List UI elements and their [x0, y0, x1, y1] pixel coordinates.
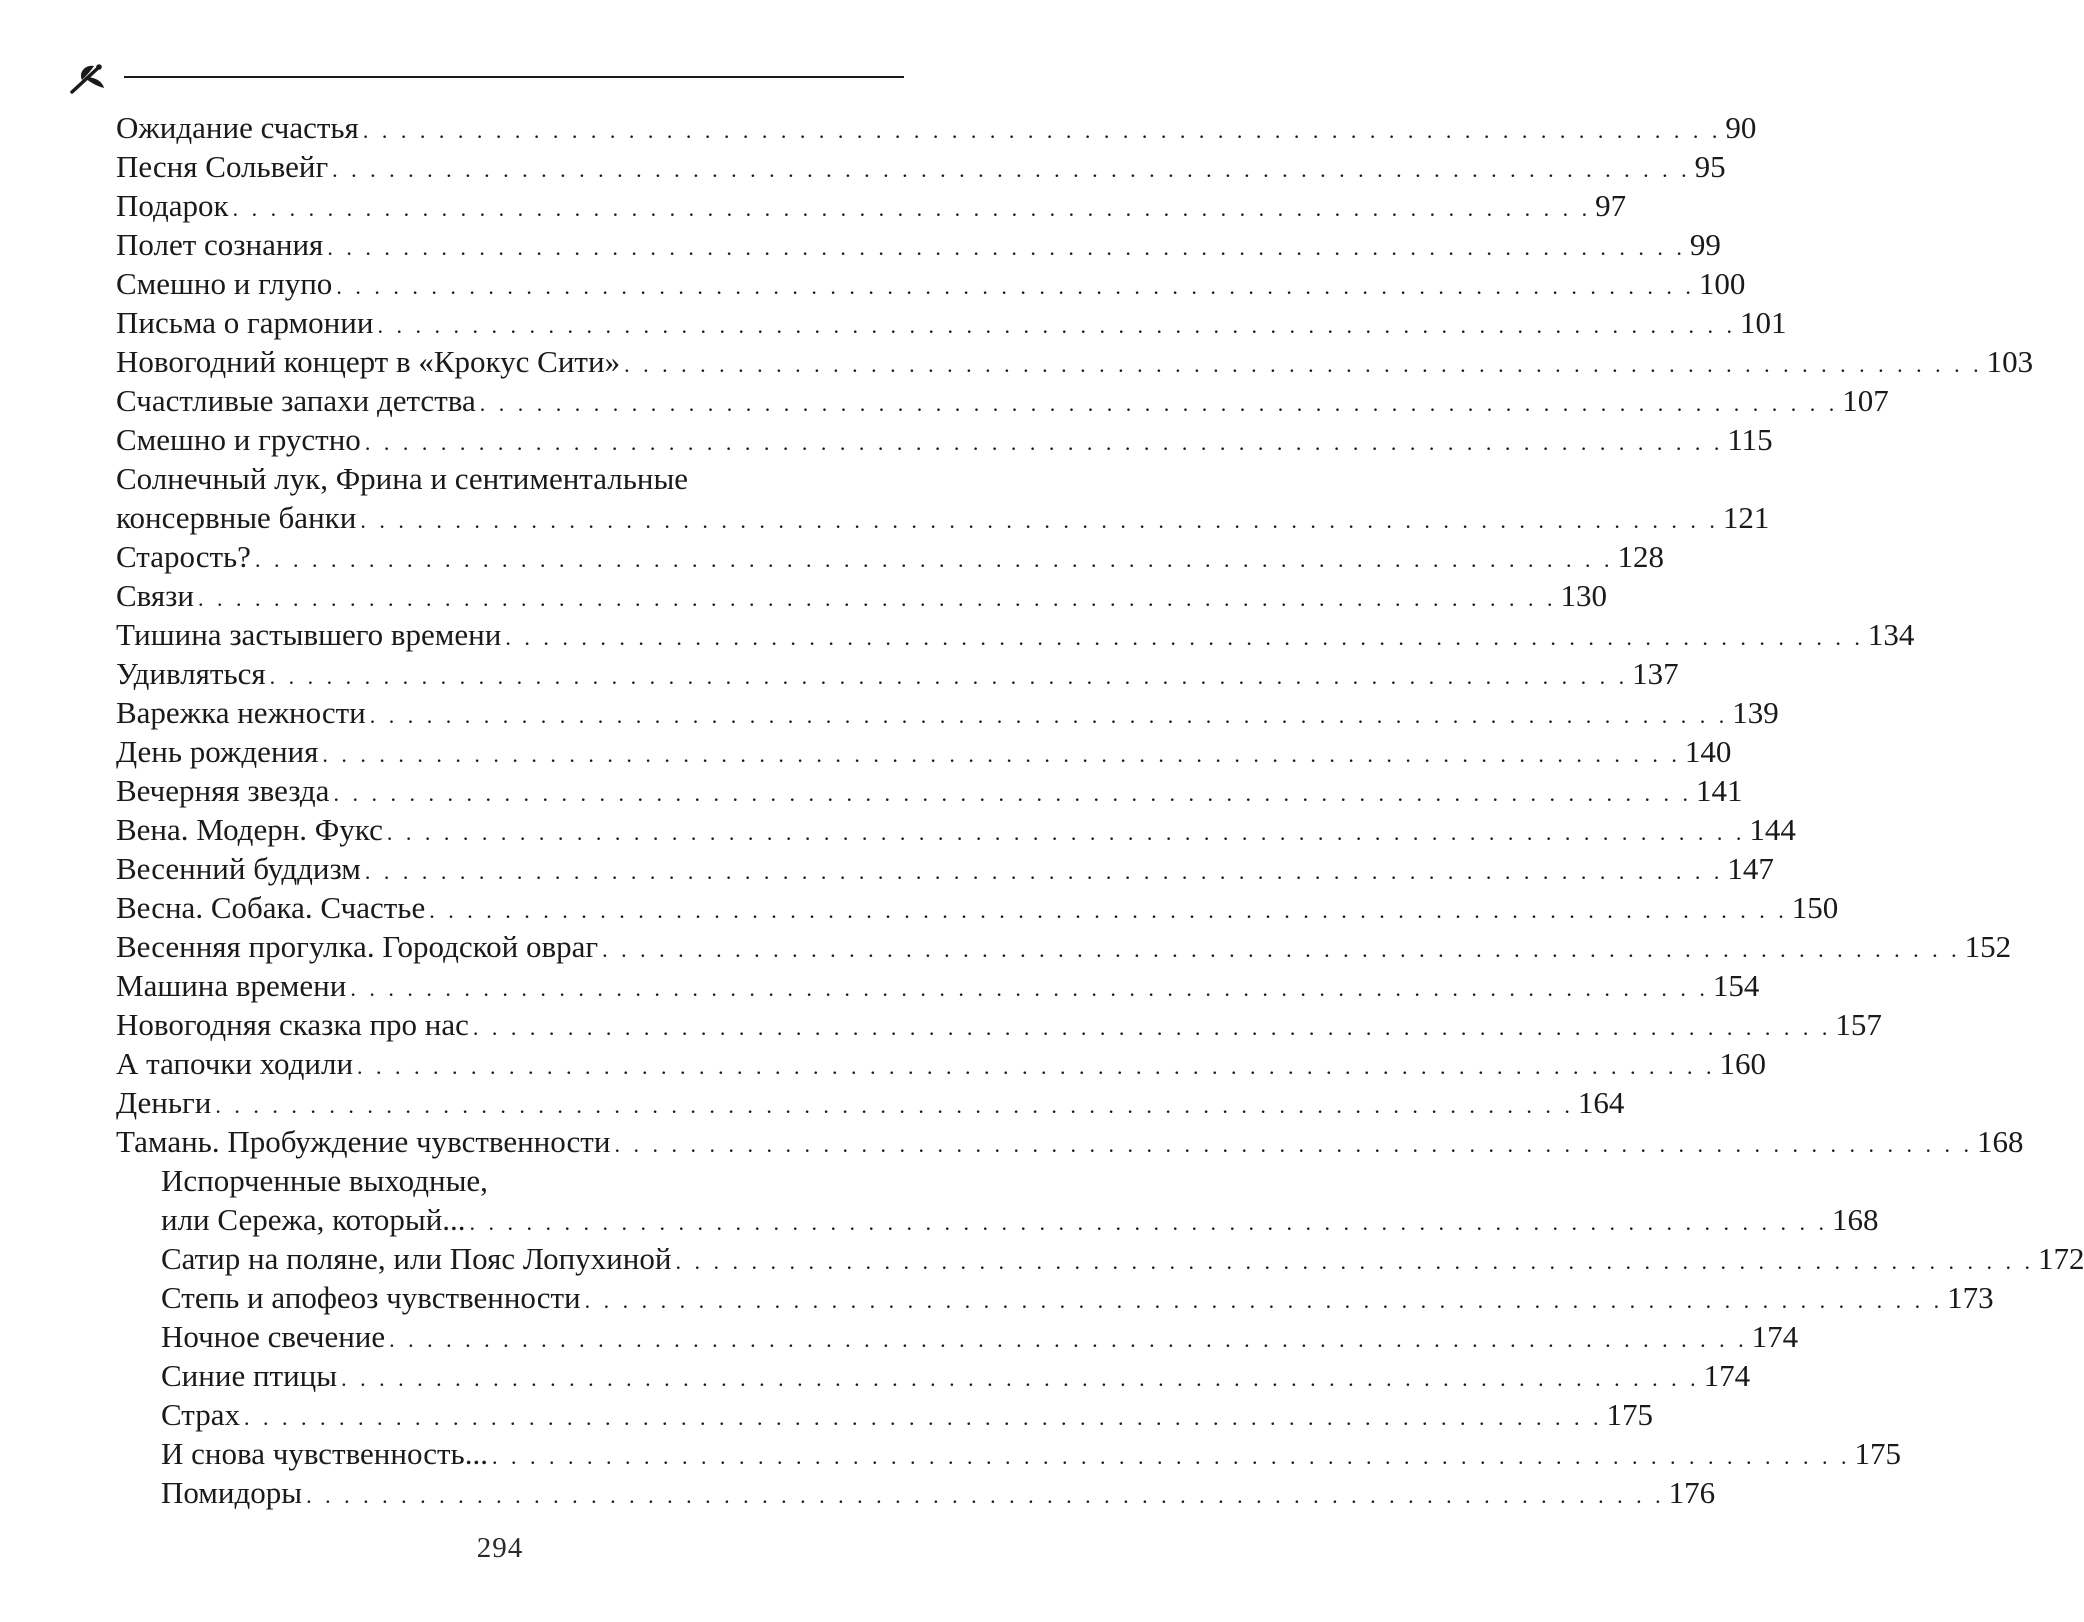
toc-entry-title: Сатир на поляне, или Пояс Лопухиной: [161, 1241, 672, 1276]
toc-entry-page: 101: [1739, 305, 1787, 340]
toc-entry-row: [116, 810, 1796, 849]
toc-entry-page: 175: [1854, 1436, 1901, 1471]
toc-entry[interactable]: [116, 693, 1779, 732]
toc-entry-row: [116, 342, 2034, 381]
toc-entry-row: [116, 1317, 1799, 1356]
dot-leader: . . . . . . . . . . . . . . . . . . . . . . . . . . . . . . . . . . . . . . . . . . . . . . . . . . . . . . . . . . . . . . . . . . . . . . . .: [469, 1210, 1829, 1235]
toc-entry[interactable]: [116, 888, 1839, 927]
toc-entry-row: [116, 849, 1774, 888]
toc-entry-title: Полет сознания: [116, 227, 324, 262]
toc-entry-title: А тапочки ходили: [116, 1046, 354, 1081]
toc-entry-title: Старость?: [116, 539, 251, 574]
toc-entry-page: 95: [1694, 149, 1726, 184]
toc-entry-row: [116, 966, 1760, 1005]
toc-entry-page: 168: [1832, 1202, 1879, 1237]
toc-entry[interactable]: [116, 1278, 1994, 1317]
toc-entry-title: Весна. Собака. Счастье: [116, 890, 426, 925]
toc-entry[interactable]: [116, 147, 1726, 186]
dot-leader: . . . . . . . . . . . . . . . . . . . . . . . . . . . . . . . . . . . . . . . . . . . . . . . . . . . . . . . . . . . . . . . . . . . . . . . .: [479, 391, 1839, 416]
toc-entry-page: 168: [1976, 1124, 2024, 1159]
toc-entry-page: 176: [1668, 1475, 1716, 1510]
header-rule: [124, 76, 904, 78]
toc-entry-row: [116, 1122, 2024, 1161]
toc-entry-title: Степь и апофеоз чувственности: [161, 1280, 581, 1315]
toc-entry-page: 103: [1986, 344, 2034, 379]
toc-entry-row: [116, 693, 1779, 732]
toc-entry-title: Смешно и грустно: [116, 422, 361, 457]
dot-leader: . . . . . . . . . . . . . . . . . . . . . . . . . . . . . . . . . . . . . . . . . . . . . . . . . . . . . . . . . . . . . . . . . . . . . . . .: [364, 859, 1724, 884]
dot-leader: . . . . . . . . . . . . . . . . . . . . . . . . . . . . . . . . . . . . . . . . . . . . . . . . . . . . . . . . . . . . . . . . . . . . . . . .: [362, 118, 1722, 143]
toc-entry[interactable]: [116, 927, 2012, 966]
dot-leader: . . . . . . . . . . . . . . . . . . . . . . . . . . . . . . . . . . . . . . . . . . . . . . . . . . . . . . . . . . . . . . . . . . . . . . . .: [377, 313, 1736, 338]
toc-entry-page: 150: [1791, 890, 1839, 925]
toc-entry-title: Счастливые запахи детства: [116, 383, 476, 418]
toc-entry-row: [116, 420, 1773, 459]
dot-leader: . . . . . . . . . . . . . . . . . . . . . . . . . . . . . . . . . . . . . . . . . . . . . . . . . . . . . . . . . . . . . . . . . . . . . . . .: [350, 976, 1709, 1001]
dot-leader: . . . . . . . . . . . . . . . . . . . . . . . . . . . . . . . . . . . . . . . . . . . . . . . . . . . . . . . . . . . . . . . . . . . . . . . .: [614, 1132, 1973, 1157]
page-header: [68, 58, 904, 98]
dot-leader: . . . . . . . . . . . . . . . . . . . . . . . . . . . . . . . . . . . . . . . . . . . . . . . . . . . . . . . . . . . . . . . . . . . . . . . .: [360, 508, 1719, 533]
toc-entry-row: [116, 1200, 1879, 1239]
toc-entry-title: Новогодняя сказка про нас: [116, 1007, 469, 1042]
dot-leader: . . . . . . . . . . . . . . . . . . . . . . . . . . . . . . . . . . . . . . . . . . . . . . . . . . . . . . . . . . . . . . . . . . . . . . . .: [602, 937, 1961, 962]
toc-entry-page: 107: [1842, 383, 1889, 418]
toc-entry-title: И снова чувственность...: [161, 1436, 488, 1471]
toc-entry-title: Машина времени: [116, 968, 347, 1003]
toc-entry-row: [116, 732, 1732, 771]
toc-entry-page: 99: [1689, 227, 1721, 262]
dot-leader: . . . . . . . . . . . . . . . . . . . . . . . . . . . . . . . . . . . . . . . . . . . . . . . . . . . . . . . . . . . . . . . . . . . . . . . .: [333, 781, 1692, 806]
toc-entry-row: [116, 1239, 2084, 1278]
dot-leader: . . . . . . . . . . . . . . . . . . . . . . . . . . . . . . . . . . . . . . . . . . . . . . . . . . . . . . . . . . . . . . . . . . . . . . . .: [357, 1054, 1716, 1079]
toc-entry[interactable]: [116, 771, 1743, 810]
toc-entry-row: [116, 1473, 1716, 1512]
toc-entry[interactable]: [116, 1473, 1716, 1512]
toc-entry-title: Синие птицы: [161, 1358, 338, 1393]
toc-entry-row: [116, 264, 1746, 303]
toc-entry-row: [116, 108, 1757, 147]
toc-entry-page: 173: [1947, 1280, 1994, 1315]
toc-entry-row: [116, 1356, 1751, 1395]
toc-entry-page: 137: [1632, 656, 1679, 691]
dot-leader: . . . . . . . . . . . . . . . . . . . . . . . . . . . . . . . . . . . . . . . . . . . . . . . . . . . . . . . . . . . . . . . . . . . . . . . .: [232, 196, 1592, 221]
toc-entry[interactable]: [116, 966, 1760, 1005]
dot-leader: . . . . . . . . . . . . . . . . . . . . . . . . . . . . . . . . . . . . . . . . . . . . . . . . . . . . . . . . . . . . . . . . . . . . . . . .: [389, 1327, 1748, 1352]
dot-leader: . . . . . . . . . . . . . . . . . . . . . . . . . . . . . . . . . . . . . . . . . . . . . . . . . . . . . . . . . . . . . . . . . . . . . . . .: [215, 1093, 1574, 1118]
dot-leader: . . . . . . . . . . . . . . . . . . . . . . . . . . . . . . . . . . . . . . . . . . . . . . . . . . . . . . . . . . . . . . . . . . . . . . . .: [584, 1288, 1944, 1313]
toc-entry-row: [116, 1395, 1653, 1434]
dot-leader: . . . . . . . . . . . . . . . . . . . . . . . . . . . . . . . . . . . . . . . . . . . . . . . . . . . . . . . . . . . . . . . . . . . . . . . .: [322, 742, 1681, 767]
toc-entry[interactable]: [116, 654, 1679, 693]
toc-entry-page: 174: [1751, 1319, 1799, 1354]
toc-entry-page: 157: [1835, 1007, 1882, 1042]
toc-entry-title-continuation: консервные банки: [116, 500, 357, 535]
toc-entry-row: [116, 615, 1915, 654]
dot-leader: . . . . . . . . . . . . . . . . . . . . . . . . . . . . . . . . . . . . . . . . . . . . . . . . . . . . . . . . . . . . . . . . . . . . . . . .: [198, 586, 1557, 611]
toc-entry-row: [116, 654, 1679, 693]
toc-entry-title: Деньги: [116, 1085, 212, 1120]
toc-entry-title: Тишина застывшего времени: [116, 617, 502, 652]
toc-entry-page: 140: [1684, 734, 1732, 769]
toc-entry-row: [116, 186, 1627, 225]
toc-entry-page: 130: [1560, 578, 1607, 613]
toc-entry-page: 144: [1749, 812, 1796, 847]
table-of-contents: [116, 108, 2084, 1512]
toc-entry-title: Страх: [161, 1397, 240, 1432]
toc-entry[interactable]: [116, 108, 1757, 147]
dot-leader: . . . . . . . . . . . . . . . . . . . . . . . . . . . . . . . . . . . . . . . . . . . . . . . . . . . . . . . . . . . . . . . . . . . . . . . .: [243, 1405, 1603, 1430]
toc-entry-title: Солнечный лук, Фрина и сентиментальные: [116, 461, 689, 496]
toc-entry-page: 152: [1964, 929, 2012, 964]
toc-entry-row: [116, 225, 1721, 264]
dot-leader: . . . . . . . . . . . . . . . . . . . . . . . . . . . . . . . . . . . . . . . . . . . . . . . . . . . . . . . . . . . . . . . . . . . . . . . .: [306, 1483, 1665, 1508]
toc-entry[interactable]: [116, 1044, 1767, 1083]
toc-entry[interactable]: [116, 1434, 1901, 1473]
toc-entry-row: [116, 381, 1889, 420]
toc-entry-page: 160: [1719, 1046, 1767, 1081]
toc-entry-page: 121: [1722, 500, 1770, 535]
toc-entry-row: [116, 498, 1770, 537]
toc-entry-title: Тамань. Пробуждение чувственности: [116, 1124, 611, 1159]
dot-leader: . . . . . . . . . . . . . . . . . . . . . . . . . . . . . . . . . . . . . . . . . . . . . . . . . . . . . . . . . . . . . . . . . . . . . . . .: [369, 703, 1729, 728]
toc-entry-title: Песня Сольвейг: [116, 149, 329, 184]
dot-leader: . . . . . . . . . . . . . . . . . . . . . . . . . . . . . . . . . . . . . . . . . . . . . . . . . . . . . . . . . . . . . . . . . . . . . . . .: [336, 274, 1695, 299]
toc-entry-row: [116, 537, 1664, 576]
toc-entry[interactable]: [116, 1239, 2084, 1278]
toc-entry[interactable]: [116, 1356, 1751, 1395]
page-number: 294: [476, 1532, 524, 1564]
dot-leader: . . . . . . . . . . . . . . . . . . . . . . . . . . . . . . . . . . . . . . . . . . . . . . . . . . . . . . . . . . . . . . . . . . . . . . . .: [472, 1015, 1832, 1040]
toc-entry-row: [116, 576, 1607, 615]
dot-leader: . . . . . . . . . . . . . . . . . . . . . . . . . . . . . . . . . . . . . . . . . . . . . . . . . . . . . . . . . . . . . . . . . . . . . . . .: [332, 157, 1691, 182]
toc-entry-row: [116, 927, 2012, 966]
dot-leader: . . . . . . . . . . . . . . . . . . . . . . . . . . . . . . . . . . . . . . . . . . . . . . . . . . . . . . . . . . . . . . . . . . . . . . . .: [491, 1444, 1851, 1469]
toc-entry-page: 175: [1606, 1397, 1653, 1432]
toc-entry-row: [116, 1434, 1901, 1473]
toc-entry-row: [116, 771, 1743, 810]
toc-entry-title: Ожидание счастья: [116, 110, 359, 145]
dragonfly-icon: [68, 58, 108, 98]
toc-entry-title: Письма о гармонии: [116, 305, 374, 340]
toc-entry[interactable]: [116, 1317, 1799, 1356]
toc-entry-row: [116, 147, 1726, 186]
toc-entry[interactable]: [116, 264, 1746, 303]
toc-entry[interactable]: [116, 1122, 2024, 1161]
toc-entry-title: Вена. Модерн. Фукс: [116, 812, 383, 847]
toc-entry[interactable]: [116, 1005, 1882, 1044]
toc-entry-title: Удивляться: [116, 656, 266, 691]
toc-entry[interactable]: [116, 381, 1889, 420]
toc-entry-title: Вечерняя звезда: [116, 773, 330, 808]
toc-entry-page: 97: [1595, 188, 1627, 223]
toc-entry[interactable]: [116, 459, 1770, 537]
toc-entry-page: 100: [1698, 266, 1746, 301]
toc-entry-title: Помидоры: [161, 1475, 303, 1510]
toc-entry[interactable]: [116, 810, 1796, 849]
toc-entry-title: Связи: [116, 578, 194, 613]
toc-entry-row: [116, 888, 1839, 927]
toc-entry[interactable]: [116, 1395, 1653, 1434]
toc-entry-page: 141: [1695, 773, 1743, 808]
toc-entry[interactable]: [116, 1161, 1879, 1239]
toc-entry[interactable]: [116, 849, 1774, 888]
dot-leader: . . . . . . . . . . . . . . . . . . . . . . . . . . . . . . . . . . . . . . . . . . . . . . . . . . . . . . . . . . . . . . . . . . . . . . . .: [327, 235, 1686, 260]
toc-entry-title-continuation: или Сережа, который...: [161, 1202, 466, 1237]
toc-entry-title: Смешно и глупо: [116, 266, 333, 301]
dot-leader: . . . . . . . . . . . . . . . . . . . . . . . . . . . . . . . . . . . . . . . . . . . . . . . . . . . . . . . . . . . . . . . . . . . . . . . .: [269, 664, 1629, 689]
toc-entry[interactable]: [116, 342, 2034, 381]
toc-entry-page: 172: [2037, 1241, 2084, 1276]
toc-entry-page: 115: [1727, 422, 1773, 457]
dot-leader: . . . . . . . . . . . . . . . . . . . . . . . . . . . . . . . . . . . . . . . . . . . . . . . . . . . . . . . . . . . . . . . . . . . . . . . .: [386, 820, 1746, 845]
toc-entry[interactable]: [116, 225, 1721, 264]
toc-entry-page: 174: [1703, 1358, 1751, 1393]
toc-entry[interactable]: [116, 537, 1664, 576]
toc-entry[interactable]: [116, 1083, 1625, 1122]
toc-entry-title: Новогодний концерт в «Крокус Сити»: [116, 344, 621, 379]
toc-entry-row: [116, 303, 1787, 342]
toc-entry[interactable]: [116, 303, 1787, 342]
toc-entry[interactable]: [116, 576, 1607, 615]
toc-entry-page: 139: [1732, 695, 1779, 730]
toc-entry-page: 154: [1712, 968, 1760, 1003]
toc-entry[interactable]: [116, 732, 1732, 771]
dot-leader: . . . . . . . . . . . . . . . . . . . . . . . . . . . . . . . . . . . . . . . . . . . . . . . . . . . . . . . . . . . . . . . . . . . . . . . .: [675, 1249, 2034, 1274]
dot-leader: . . . . . . . . . . . . . . . . . . . . . . . . . . . . . . . . . . . . . . . . . . . . . . . . . . . . . . . . . . . . . . . . . . . . . . . .: [429, 898, 1788, 923]
toc-entry[interactable]: [116, 615, 1915, 654]
dot-leader: . . . . . . . . . . . . . . . . . . . . . . . . . . . . . . . . . . . . . . . . . . . . . . . . . . . . . . . . . . . . . . . . . . . . . . . .: [254, 547, 1614, 572]
dot-leader: . . . . . . . . . . . . . . . . . . . . . . . . . . . . . . . . . . . . . . . . . . . . . . . . . . . . . . . . . . . . . . . . . . . . . . . .: [505, 625, 1864, 650]
toc-entry-title: Весенняя прогулка. Городской овраг: [116, 929, 599, 964]
toc-entry-title: Испорченные выходные,: [161, 1163, 488, 1198]
toc-entry[interactable]: [116, 420, 1773, 459]
dot-leader: . . . . . . . . . . . . . . . . . . . . . . . . . . . . . . . . . . . . . . . . . . . . . . . . . . . . . . . . . . . . . . . . . . . . . . . .: [341, 1366, 1700, 1391]
toc-entry-row: [116, 1044, 1767, 1083]
toc-entry-title: Варежка нежности: [116, 695, 366, 730]
toc-entry[interactable]: [116, 186, 1627, 225]
dot-leader: . . . . . . . . . . . . . . . . . . . . . . . . . . . . . . . . . . . . . . . . . . . . . . . . . . . . . . . . . . . . . . . . . . . . . . . .: [624, 352, 1983, 377]
toc-entry-row: [116, 1278, 1994, 1317]
toc-entry-page: 128: [1617, 539, 1664, 574]
dot-leader: . . . . . . . . . . . . . . . . . . . . . . . . . . . . . . . . . . . . . . . . . . . . . . . . . . . . . . . . . . . . . . . . . . . . . . . .: [364, 430, 1724, 455]
toc-entry-title: День рождения: [116, 734, 319, 769]
toc-entry-page: 164: [1577, 1085, 1625, 1120]
toc-entry-row: [116, 1005, 1882, 1044]
toc-entry-row: [116, 1083, 1625, 1122]
toc-entry-title: Подарок: [116, 188, 229, 223]
toc-entry-page: 134: [1867, 617, 1915, 652]
toc-entry-page: 147: [1727, 851, 1774, 886]
toc-entry-title: Ночное свечение: [161, 1319, 386, 1354]
toc-entry-page: 90: [1725, 110, 1757, 145]
toc-entry-title: Весенний буддизм: [116, 851, 361, 886]
